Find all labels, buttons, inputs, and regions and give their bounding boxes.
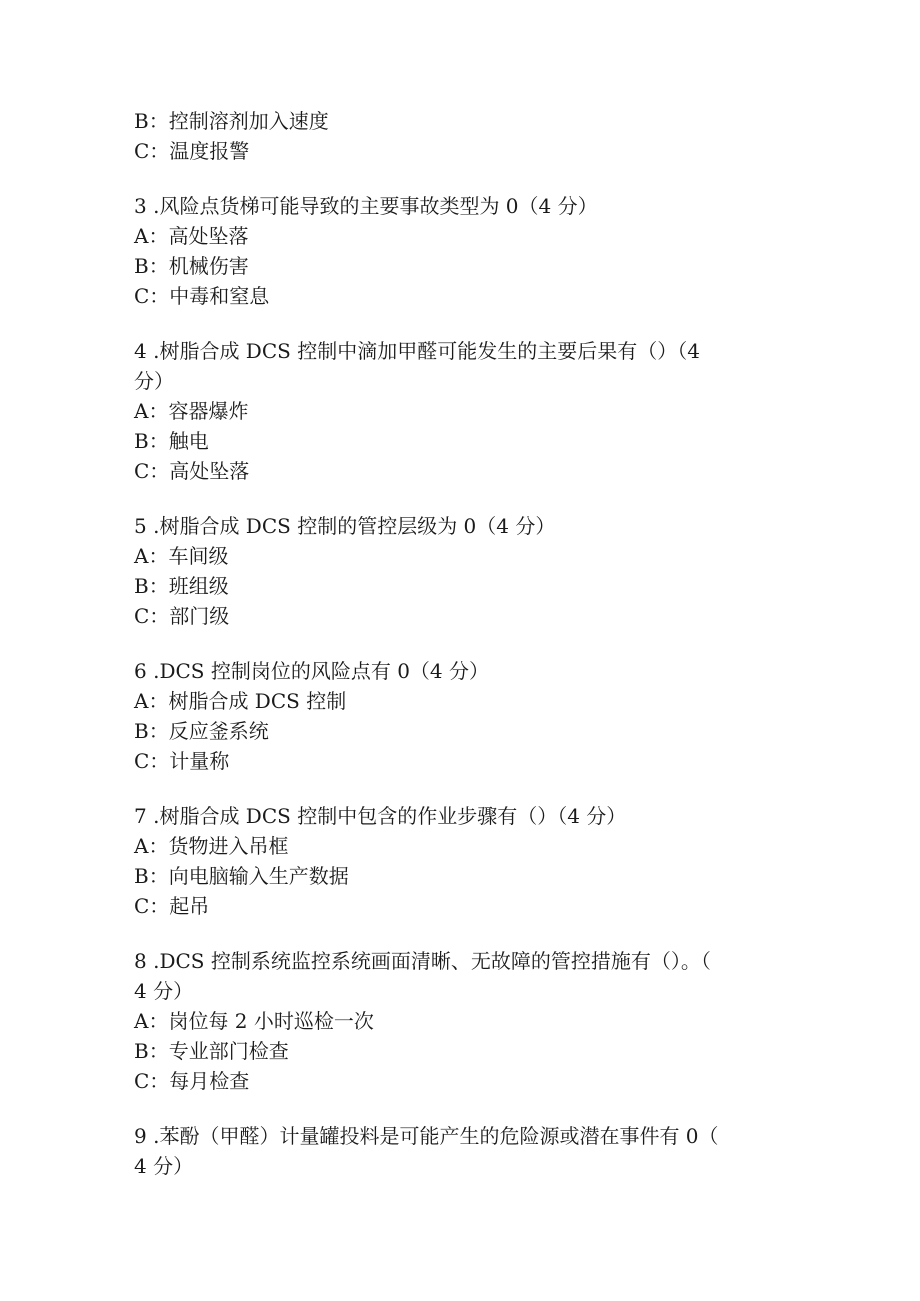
option-a: A：高处坠落 <box>134 224 249 248</box>
option-a: A：车间级 <box>134 544 229 568</box>
option-c: C：中毒和窒息 <box>134 284 270 308</box>
option-b: B：专业部门检查 <box>134 1039 289 1063</box>
question-stem: 9 .苯酚（甲醛）计量罐投料是可能产生的危险源或潜在事件有 0（ <box>134 1124 719 1148</box>
question-4 <box>134 336 774 486</box>
option-b: B：向电脑输入生产数据 <box>134 864 349 888</box>
question-stem-continued: 分） <box>134 369 174 393</box>
option-c: C：每月检查 <box>134 1069 250 1093</box>
question-list <box>134 106 774 1181</box>
option-c: C：起吊 <box>134 894 210 918</box>
option-c: C：高处坠落 <box>134 459 250 483</box>
question-stem: 6 .DCS 控制岗位的风险点有 0（4 分） <box>134 659 489 683</box>
question-stem-continued: 4 分） <box>134 979 194 1003</box>
question-8 <box>134 946 774 1096</box>
option-a: A：容器爆炸 <box>134 399 249 423</box>
question-6 <box>134 656 774 776</box>
question-9 <box>134 1121 774 1181</box>
question-stem: 7 .树脂合成 DCS 控制中包含的作业步骤有（）（4 分） <box>134 804 627 828</box>
option-c: C：温度报警 <box>134 139 250 163</box>
option-b: B：反应釜系统 <box>134 719 269 743</box>
option-b: B：触电 <box>134 429 209 453</box>
question-stem-continued: 4 分） <box>134 1154 194 1178</box>
option-b: B：机械伤害 <box>134 254 249 278</box>
question-fragment <box>134 106 774 166</box>
question-7 <box>134 801 774 921</box>
question-stem: 4 .树脂合成 DCS 控制中滴加甲醛可能发生的主要后果有（）（4 <box>134 339 700 363</box>
option-a: A：货物进入吊框 <box>134 834 289 858</box>
option-b: B：控制溶剂加入速度 <box>134 109 329 133</box>
question-stem: 8 .DCS 控制系统监控系统画面清晰、无故障的管控措施有（）。（ <box>134 949 711 973</box>
option-b: B：班组级 <box>134 574 229 598</box>
question-stem: 5 .树脂合成 DCS 控制的管控层级为 0（4 分） <box>134 514 556 538</box>
option-a: A：树脂合成 DCS 控制 <box>134 689 347 713</box>
option-c: C：部门级 <box>134 604 230 628</box>
question-3 <box>134 191 774 311</box>
question-5 <box>134 511 774 631</box>
question-stem: 3 .风险点货梯可能导致的主要事故类型为 0（4 分） <box>134 194 598 218</box>
option-c: C：计量称 <box>134 749 230 773</box>
option-a: A：岗位每 2 小时巡检一次 <box>134 1009 374 1033</box>
